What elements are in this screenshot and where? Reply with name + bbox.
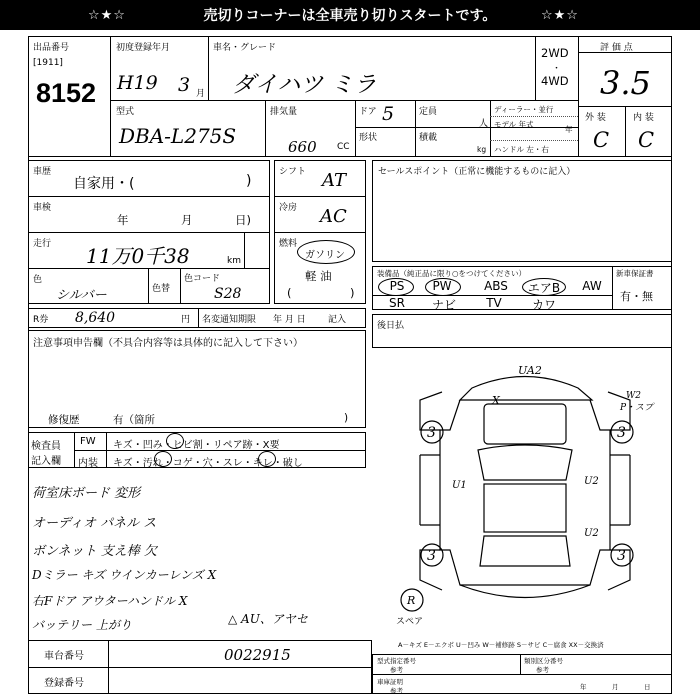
- color-value: シルバー: [56, 288, 107, 303]
- banner-text: 売切りコーナーは全車売り切りスタートです。: [203, 8, 497, 24]
- inspect-day: 日): [235, 213, 251, 227]
- chassis-label: 車台番号: [44, 651, 84, 662]
- dealer-label: ディーラー・並行: [494, 105, 554, 114]
- equip-tv: TV: [486, 296, 502, 310]
- reg-month: 3: [178, 74, 191, 96]
- model-year-unit: 年: [565, 125, 573, 134]
- damage-legend: A－キズ E－エクボ U－凹み W－補修跡 S－サビ C－腐食 XX－交換済: [398, 641, 604, 649]
- inspector-fw-items: キズ・凹み・ヒビ割・リペア跡・X要: [113, 440, 280, 451]
- diagram-top-right-b: P・スプ: [620, 403, 654, 413]
- color-label: 色: [33, 275, 43, 285]
- inspector-int-label: 内装: [78, 458, 98, 469]
- shape-label: 形状: [359, 133, 378, 143]
- spec-type-ref: 参考: [390, 666, 403, 674]
- sales-label: セールスポイント（正常に機能するものに記入）: [378, 167, 576, 177]
- reg-label: 初度登録年月: [116, 43, 171, 53]
- note-line-6: バッテリー 上がり: [32, 618, 132, 632]
- inspector-label-2: 記入欄: [31, 456, 61, 467]
- disp-label: 排気量: [270, 107, 298, 117]
- spec-class-ref: 参考: [536, 666, 549, 674]
- inspector-int-items: キズ・汚れ・コゲ・穴・スレ・キレ・破し: [113, 458, 303, 469]
- equip-sr: SR: [389, 296, 405, 310]
- note-line-3: ボンネット 支え棒 欠: [32, 544, 157, 559]
- load-unit: kg: [477, 145, 487, 154]
- garage-day: 日: [644, 683, 651, 691]
- recycle-unit: 円: [181, 315, 191, 325]
- fuel-paren-close: ): [350, 286, 355, 300]
- lot-label: 出品番号: [33, 43, 70, 53]
- model-code: DBA-L275S: [119, 124, 237, 148]
- equip-airbag: エアB: [527, 281, 561, 295]
- score: 3.5: [600, 64, 651, 102]
- banner-stars-left: ☆★☆: [88, 7, 126, 23]
- capacity-label: 定員: [419, 107, 438, 117]
- equip-pw-circle: [425, 278, 461, 296]
- garage-month: 月: [612, 683, 619, 691]
- fuel-paren-open: (: [287, 286, 292, 300]
- disp-unit: CC: [337, 142, 350, 152]
- int-rub-circle: [258, 451, 276, 467]
- color-change-label: 色替: [152, 284, 171, 294]
- diagram-right-rear-tire: 3: [617, 548, 626, 564]
- drive-dot: ・: [552, 64, 562, 74]
- fw-dent-circle: [166, 433, 184, 449]
- notes-label: 注意事項申告欄（不具合内容等は具体的に記入して下さい）: [33, 338, 303, 349]
- ac-value: AC: [320, 206, 347, 227]
- shift-value: AT: [322, 170, 347, 191]
- drive-2wd: 2WD: [541, 46, 569, 60]
- equip-abs: ABS: [484, 279, 508, 293]
- garage-ref: 参考: [390, 687, 403, 695]
- history-close: ): [246, 173, 252, 189]
- note-line-5: 右Fドア アウターハンドル X: [32, 594, 188, 608]
- fuel-label: 燃料: [279, 239, 298, 249]
- diagram-left-panel: U1: [452, 480, 467, 491]
- model-year-label: モデル 年式: [494, 120, 534, 129]
- reg-month-unit: 月: [196, 89, 206, 99]
- repair-label: 修復歴: [48, 414, 80, 426]
- notice-label: 名変通知期限: [202, 315, 257, 325]
- mileage-value: 11万0千38: [86, 244, 190, 268]
- diagram-right-panel-a: U2: [584, 476, 599, 487]
- header-banner: [0, 0, 700, 30]
- fuel-gasoline: ガソリン: [305, 250, 345, 261]
- equip-navi: ナビ: [431, 298, 456, 312]
- chassis-value: 0022915: [224, 646, 291, 664]
- warranty-value: 有・無: [620, 290, 653, 303]
- notice-note: 記入: [328, 315, 347, 325]
- name-label: 車名・グレード: [213, 43, 277, 53]
- shift-label: シフト: [279, 167, 307, 177]
- recycle-value: 8,640: [75, 310, 116, 326]
- drive-4wd: 4WD: [541, 74, 569, 88]
- garage-label: 車庫証明: [377, 678, 403, 686]
- handle-label: ハンドル 左・右: [494, 145, 549, 154]
- displacement: 660: [288, 138, 317, 156]
- warranty-label: 新車保証書: [616, 269, 654, 278]
- diagram-left-rear-tire: 3: [427, 548, 436, 564]
- inspect-year: 年: [117, 213, 129, 227]
- equip-pw: PW: [432, 279, 452, 293]
- diagram-rear-mark: X: [492, 394, 500, 407]
- lot-number: 8152: [36, 78, 97, 108]
- note-line-4: Dミラー キズ ウインカーレンズ X: [32, 568, 217, 582]
- diagram-right-panel-b: U2: [584, 528, 599, 539]
- diagram-spare-value: R: [407, 594, 416, 607]
- inspect-label: 車検: [33, 203, 52, 213]
- history-label: 車歴: [33, 167, 52, 177]
- equip-leather: カワ: [531, 298, 556, 312]
- color-code-label: 色コード: [184, 274, 221, 284]
- diagram-spare-label: スペア: [396, 617, 424, 627]
- later-block: [372, 314, 672, 348]
- equip-ps: PS: [389, 279, 405, 293]
- ac-label: 冷房: [279, 203, 298, 213]
- doors: 5: [382, 103, 395, 125]
- door-label: ドア: [359, 107, 377, 117]
- later-label: 後日払: [377, 321, 405, 331]
- ext-label: 外 装: [585, 113, 606, 123]
- note-line-1: 荷室床ボード 変形: [32, 486, 141, 501]
- note-extra: △ AU、アヤセ: [228, 612, 308, 626]
- repair-value: 有（箇所: [113, 414, 155, 426]
- int-label: 内 装: [633, 113, 654, 123]
- ext-grade: C: [593, 128, 610, 152]
- banner-stars-right: ☆★☆: [541, 7, 579, 23]
- recycle-label: R券: [33, 315, 49, 325]
- equip-aw: AW: [582, 279, 602, 293]
- lot-code: [1911]: [33, 58, 63, 68]
- grade-label: 評 価 点: [600, 43, 633, 53]
- diagram-top-right-a: W2: [626, 391, 641, 401]
- spec-type-label: 型式指定番号: [377, 657, 416, 665]
- inspector-fw-label: FW: [80, 436, 96, 447]
- registration-label: 登録番号: [44, 678, 84, 689]
- diagram-top-rear: UA2: [518, 364, 542, 377]
- spec-class-label: 類別区分番号: [524, 657, 563, 665]
- inspect-month: 月: [181, 213, 193, 227]
- diagram-right-front-tire: 3: [617, 425, 626, 441]
- car-diagram: [380, 360, 670, 630]
- equip-ps-circle: [378, 278, 414, 296]
- garage-year: 年: [580, 683, 587, 691]
- load-label: 積載: [419, 133, 438, 143]
- diagram-left-front-tire: 3: [427, 425, 436, 441]
- int-stain-circle: [154, 451, 172, 467]
- mileage-unit: km: [227, 256, 241, 266]
- note-line-2: オーディオ パネル ス: [32, 516, 157, 531]
- capacity-unit: 人: [479, 119, 489, 129]
- notice-value: 年 月 日: [273, 315, 306, 325]
- fuel-light-oil: 軽 油: [305, 269, 332, 283]
- reg-year: H19: [117, 72, 158, 94]
- equipment-label: 装備品（純正品に限り○をつけてください）: [377, 269, 527, 278]
- inspector-label-1: 検査員: [31, 441, 61, 452]
- car-name: ダイハツ ミラ: [232, 72, 377, 98]
- equip-airbag-circle: [522, 278, 566, 296]
- history-value: 自家用・(: [73, 176, 135, 192]
- color-code: S28: [214, 286, 242, 302]
- mileage-label: 走行: [33, 239, 52, 249]
- type-label: 型式: [116, 107, 135, 117]
- repair-close: ): [344, 412, 349, 424]
- int-grade: C: [638, 128, 655, 152]
